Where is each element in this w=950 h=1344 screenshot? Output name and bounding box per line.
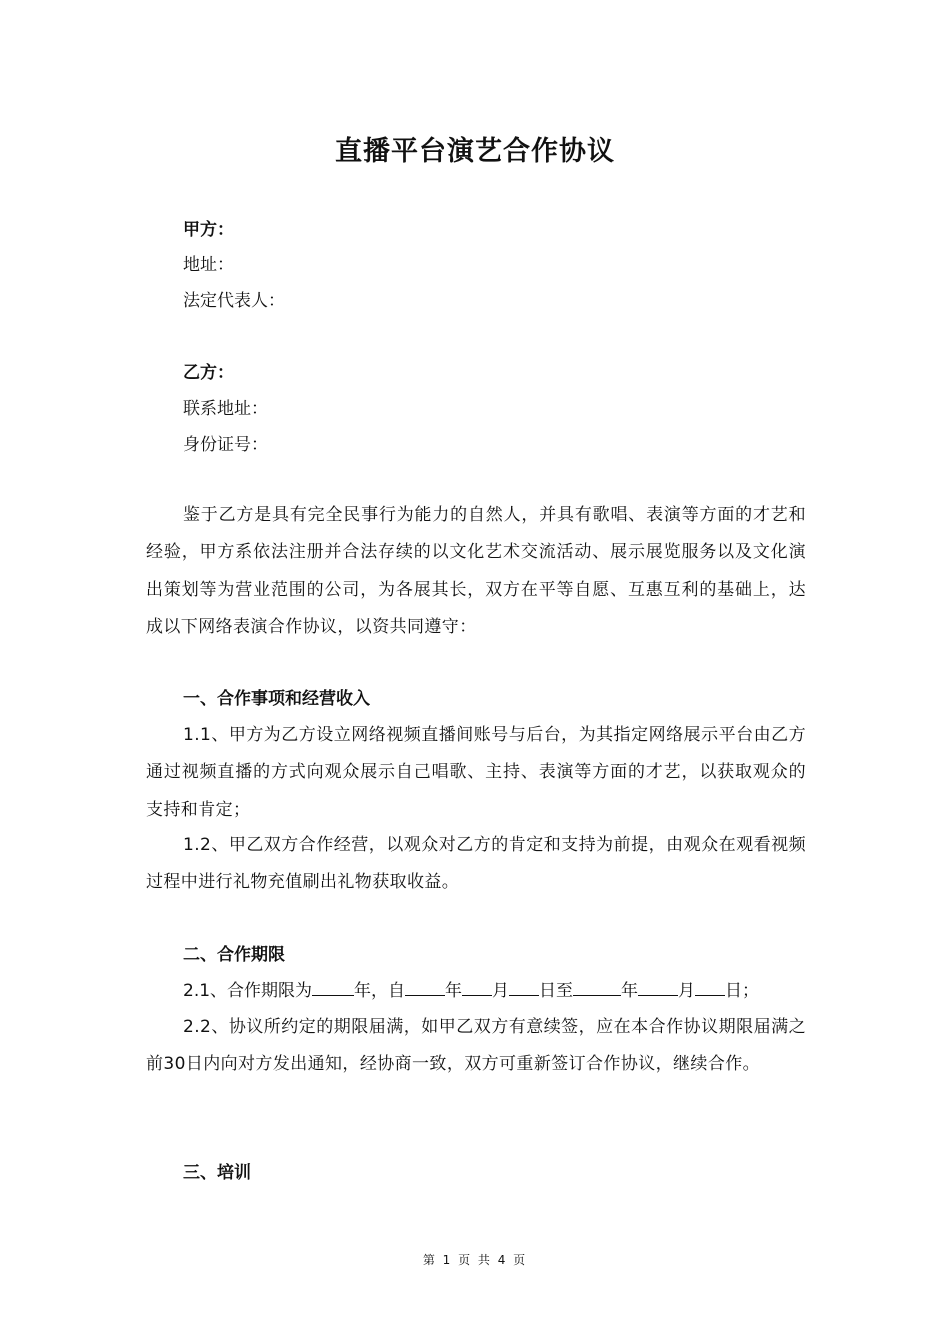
party-a-address: 地址：	[183, 255, 234, 275]
blank-end-month[interactable]	[638, 977, 678, 996]
blank-end-year[interactable]	[573, 977, 621, 996]
party-b-label: 乙方：	[183, 363, 234, 383]
clause-2-1	[183, 973, 759, 1009]
blank-start-day[interactable]	[509, 977, 539, 996]
section-1-heading: 一、合作事项和经营收入	[183, 689, 370, 709]
preamble-paragraph: 鉴于乙方是具有完全民事行为能力的自然人，并具有歌唱、表演等方面的才艺和经验，甲方系依法注册并合法存续的以文化艺术交流活动、展示展览服务以及文化演出策划等为营业范围的公司，为各展其长，双方在平等自愿、互惠互利的基础上，达成以下网络表演合作协议，以资共同遵守：	[146, 505, 806, 637]
blank-duration-years[interactable]	[312, 977, 354, 996]
party-a-legal-rep: 法定代表人：	[183, 291, 285, 311]
clause-2-1-text: 月	[678, 981, 696, 1001]
party-b-id-number: 身份证号：	[183, 435, 268, 455]
blank-start-year[interactable]	[405, 977, 445, 996]
page-footer: 第 1 页 共 4 页	[422, 1253, 528, 1267]
blank-start-month[interactable]	[462, 977, 492, 996]
document-title: 直播平台演艺合作协议	[335, 136, 615, 167]
section-3-heading: 三、培训	[183, 1163, 251, 1183]
clause-2-2: 2.2、协议所约定的期限届满，如甲乙双方有意续签，应在本合作协议期限届满之前30日内向对方发出通知，经协商一致，双方可重新签订合作协议，继续合作。	[146, 1017, 806, 1075]
party-b-contact-address: 联系地址：	[183, 399, 268, 419]
clause-2-1-text: 日至	[539, 981, 574, 1001]
party-a-label: 甲方：	[183, 220, 234, 240]
clause-2-1-text: 月	[492, 981, 510, 1001]
section-2-heading: 二、合作期限	[183, 945, 285, 965]
blank-end-day[interactable]	[695, 977, 725, 996]
clause-2-1-text: 2.1、合作期限为	[183, 981, 313, 1001]
clause-2-1-text: 日；	[725, 981, 760, 1001]
clause-1-2: 1.2、甲乙双方合作经营，以观众对乙方的肯定和支持为前提，由观众在观看视频过程中进行礼物充值刷出礼物获取收益。	[146, 835, 806, 893]
clause-2-1-text: 年	[621, 981, 639, 1001]
clause-1-1: 1.1、甲方为乙方设立网络视频直播间账号与后台，为其指定网络展示平台由乙方通过视频直播的方式向观众展示自己唱歌、主持、表演等方面的才艺，以获取观众的支持和肯定；	[146, 725, 806, 820]
clause-2-1-text: 年，自	[354, 981, 406, 1001]
clause-2-1-text: 年	[445, 981, 463, 1001]
